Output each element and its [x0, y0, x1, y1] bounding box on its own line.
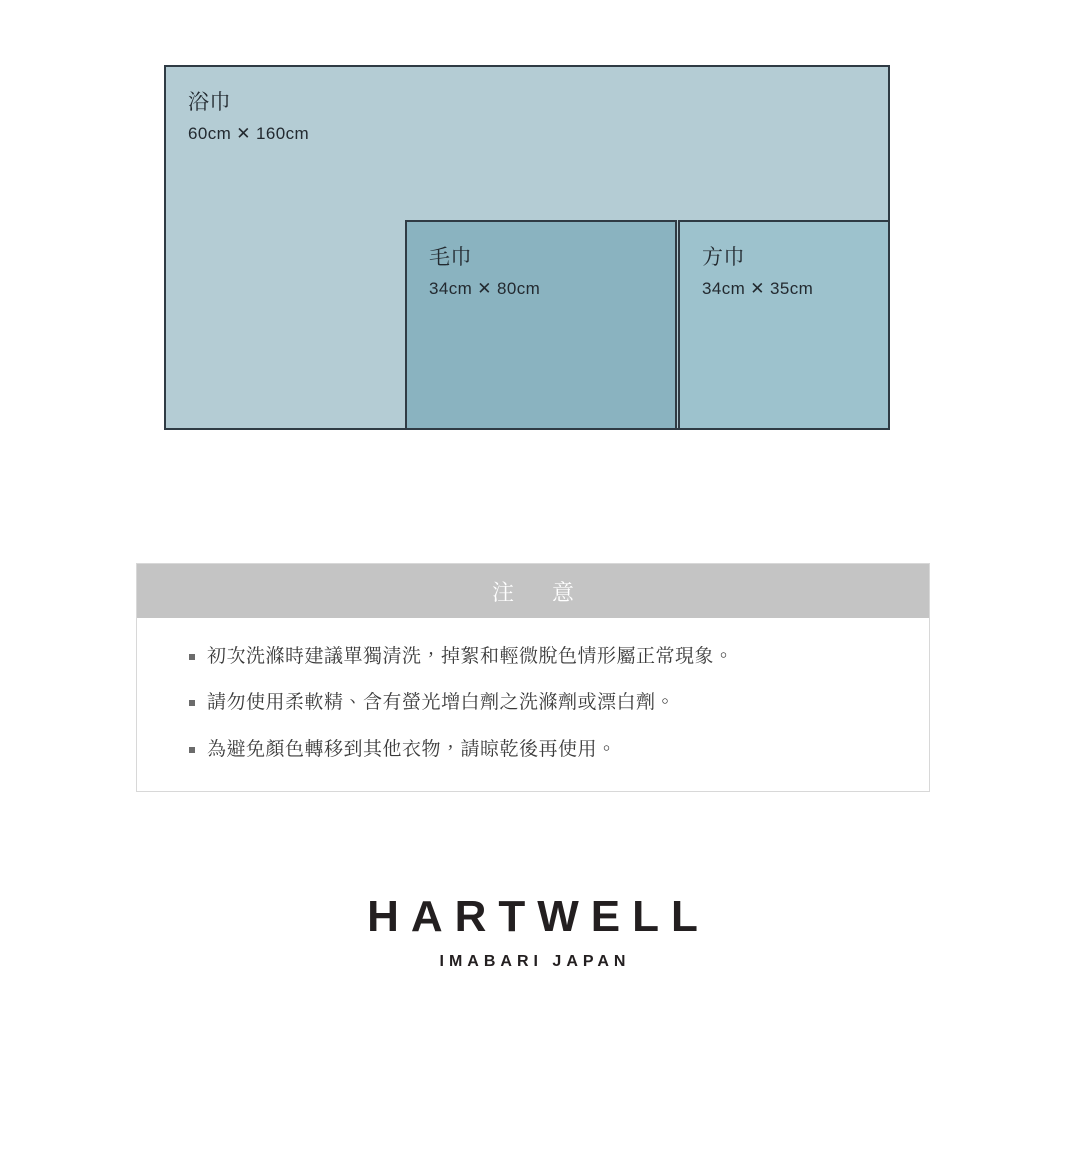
bullet-icon: [189, 654, 195, 660]
towel-name-wash: 方巾: [702, 246, 745, 269]
notice-body: [137, 618, 929, 791]
towel-name-face: 毛巾: [429, 246, 472, 269]
towel-label-bath: [188, 89, 309, 146]
brand-subtitle: IMABARI JAPAN: [439, 953, 631, 971]
towel-name-bath: 浴巾: [188, 91, 231, 114]
towel-size-wash: 34cm ✕ 35cm: [702, 279, 814, 299]
bullet-icon: [189, 747, 195, 753]
towel-size-bath: 60cm ✕ 160cm: [188, 124, 310, 144]
towel-box-face: [405, 220, 677, 430]
notice-list-item: [137, 688, 929, 718]
notice-list-item: [137, 642, 929, 672]
notice-list-item: [137, 735, 929, 765]
bullet-icon: [189, 700, 195, 706]
brand-logo: [0, 893, 1065, 971]
care-notice-panel: [136, 563, 930, 792]
towel-size-diagram: [164, 65, 890, 430]
notice-title: 注 意: [491, 579, 591, 605]
towel-label-face: [429, 244, 540, 301]
notice-header: [137, 564, 929, 618]
notice-item-text: 為避免顏色轉移到其他衣物，請晾乾後再使用。: [207, 738, 617, 760]
brand-name: HARTWELL: [367, 892, 710, 941]
towel-box-wash: [678, 220, 890, 430]
towel-size-face: 34cm ✕ 80cm: [429, 279, 541, 299]
notice-item-text: 初次洗滌時建議單獨清洗，掉絮和輕微脫色情形屬正常現象。: [207, 646, 734, 667]
towel-label-wash: [702, 244, 813, 301]
notice-item-text: 請勿使用柔軟精、含有螢光增白劑之洗滌劑或漂白劑。: [207, 692, 676, 714]
